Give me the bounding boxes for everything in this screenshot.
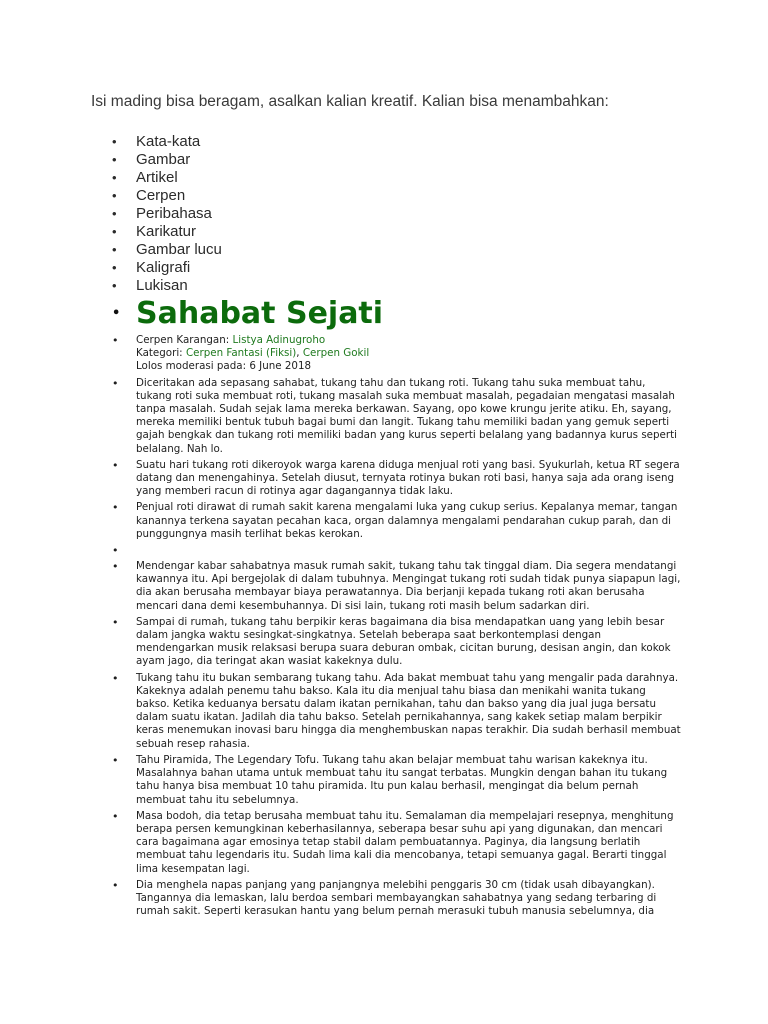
story-paragraph: • Penjual roti dirawat di rumah sakit karena mengalami luka yang cukup serius. Kepalanya memar, tangan kanannya terkena sayatan pecahan kaca, organ dalamnya mengalami pendarahan cukup parah, dan di punggungnya masih terlihat bekas kerokan. — [112, 501, 682, 541]
story-paragraph: • Sampai di rumah, tukang tahu berpikir keras bagaimana dia bisa mendapatkan uang yang lebih besar dalam jangka waktu sesingkat-singkatnya. Setelah beberapa saat berkontemplasi dengan mendengarkan musik relaksasi berupa suara deburan ombak, cicitan burung, desisan angin, dan kokok ayam jago, dia teringat akan wasiat kakeknya dulu. — [112, 616, 682, 669]
list-item: • Gambar — [112, 151, 222, 169]
moderation-date: Lolos moderasi pada: 6 June 2018 — [136, 360, 312, 373]
list-item: • Lukisan — [112, 277, 222, 295]
content-ideas-list — [112, 133, 222, 295]
category-link-gokil[interactable]: Cerpen Gokil — [302, 347, 370, 360]
author-label: Cerpen Karangan: — [136, 334, 233, 346]
story-paragraph: • Suatu hari tukang roti dikeroyok warga karena diduga menjual roti yang basi. Syukurlah, ketua RT segera datang dan menengahinya. Setelah diusut, ternyata rotinya bukan roti basi, hanya saja ada orang iseng yang memberi racun di rotinya agar dagangannya tidak laku. — [112, 459, 682, 499]
list-item: • Gambar lucu — [112, 241, 222, 259]
intro-text: Isi mading bisa beragam, asalkan kalian kreatif. Kalian bisa menambahkan: — [91, 93, 609, 110]
list-item: • Karikatur — [112, 223, 222, 241]
story-paragraph: • Masa bodoh, dia tetap berusaha membuat tahu itu. Semalaman dia mempelajari resepnya, menghitung berapa persen kemungkinan keberhasilannya, seberapa besar suhu api yang digunakan, dan mencari cara bagaimana agar emosinya tetap stabil dalam pembuatannya. Paginya, dia langsung berlatih membuat tahu legendaris itu. Sudah lima kali dia mencobanya, tetapi semuanya gagal. Berarti tinggal lima kesempatan lagi. — [112, 810, 682, 876]
category-line — [136, 347, 682, 360]
story-paragraph: • Tukang tahu itu bukan sembarang tukang tahu. Ada bakat membuat tahu yang mengalir pada darahnya. Kakeknya adalah penemu tahu bakso. Kala itu dia menjual tahu biasa dan menikahi wanita tukang bakso. Ketika keduanya bersatu dalam ikatan pernikahan, tahu dan bakso yang dia jual juga bersatu dalam suatu ikatan. Jadilah dia tahu bakso. Setelah pernikahannya, sang kakek setiap malam berpikir keras menemukan inovasi baru hingga dia menghembuskan napas terakhir. Dia sudah berhasil membuat sebuah resep rahasia. — [112, 672, 682, 751]
list-item: • Peribahasa — [112, 205, 222, 223]
author-line — [136, 334, 682, 347]
category-separator: , — [296, 347, 303, 360]
story-paragraph-empty — [112, 544, 682, 557]
list-item: • Kata-kata — [112, 133, 222, 151]
story-paragraph: • Diceritakan ada sepasang sahabat, tukang tahu dan tukang roti. Tukang tahu suka membuat tahu, tukang roti suka membuat roti, tukang masalah suka membuat masalah, pegadaian mengatasi masalah tanpa masalah. Sudah sejak lama mereka berkawan. Sayang, opo kowe krungu jerite atiku. Eh, sayang, mereka memiliki bentuk tubuh bagai bumi dan langit. Tukang tahu memiliki badan yang gemuk seperti gajah bengkak dan tukang roti memiliki badan yang kurus seperti belalang yang badannya kurus seperti belalang. Nah lo. — [112, 377, 682, 456]
story-title: Sahabat Sejati — [136, 296, 384, 331]
story-paragraph: • Tahu Piramida, The Legendary Tofu. Tukang tahu akan belajar membuat tahu warisan kakeknya itu. Masalahnya bahan utama untuk membuat tahu itu sangat terbatas. Mungkin dengan bahan itu tukang tahu hanya bisa membuat 10 tahu piramida. Itu pun kalau berhasil, mengingat dia belum pernah membuat tahu itu sebelumnya. — [112, 754, 682, 807]
story-list — [112, 334, 682, 921]
story-meta — [112, 334, 682, 374]
list-item: • Cerpen — [112, 187, 222, 205]
list-item: • Artikel — [112, 169, 222, 187]
story-paragraph: • Dia menghela napas panjang yang panjangnya melebihi penggaris 30 cm (tidak usah dibayangkan). Tangannya dia lemaskan, lalu berdoa sembari membayangkan sahabatnya yang sedang terbaring di rumah sakit. Seperti kerasukan hantu yang belum pernah merasuki tubuh manusia sebelumnya, dia — [112, 879, 682, 919]
author-link[interactable]: Listya Adinugroho — [232, 334, 326, 346]
list-item: • Kaligrafi — [112, 259, 222, 277]
category-link-fantasi[interactable]: Cerpen Fantasi (Fiksi) — [185, 347, 297, 360]
category-label: Kategori: — [136, 347, 186, 360]
story-paragraph: • Mendengar kabar sahabatnya masuk rumah sakit, tukang tahu tak tinggal diam. Dia segera mendatangi kawannya itu. Api bergejolak di dalam tubuhnya. Mengingat tukang roti sudah tidak punya siapapun lagi, dia akan berusaha membayar biaya perawatannya. Dia berjanji kepada tukang roti akan berusaha mencari dana demi kesembuhannya. Di sisi lain, tukang roti masih belum sadarkan diri. — [112, 560, 682, 613]
bullet-icon: • — [112, 306, 121, 321]
story-title-row — [112, 294, 383, 334]
